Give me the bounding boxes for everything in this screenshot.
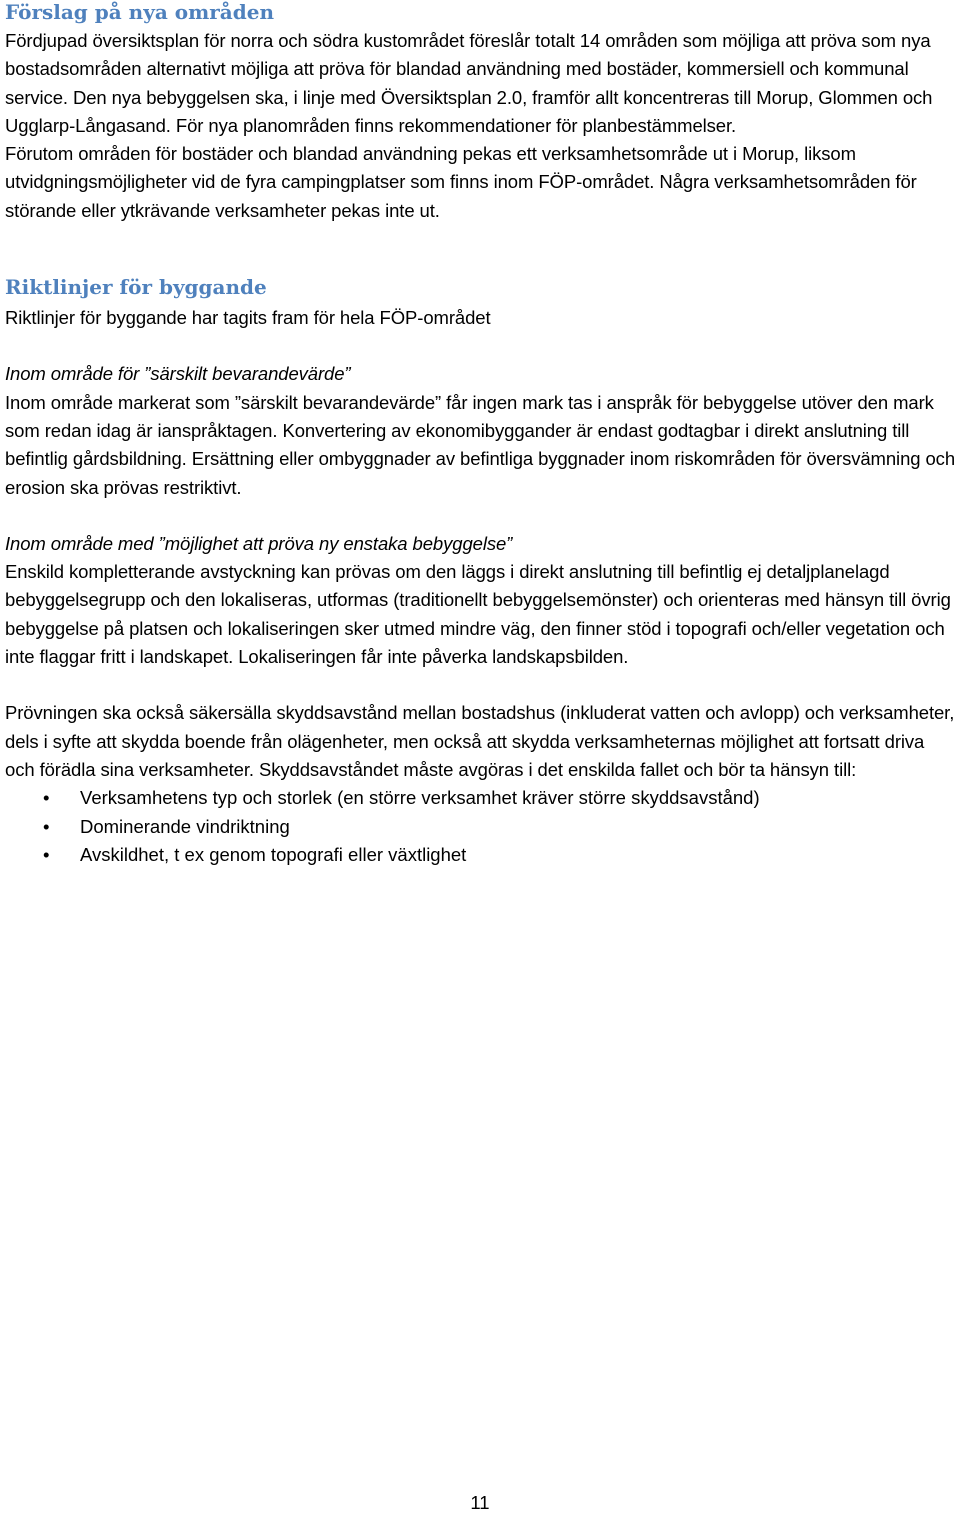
list-item-text: Dominerande vindriktning <box>80 815 290 837</box>
list-item <box>5 813 955 841</box>
subheading-bevarandevarde: Inom område för ”särskilt bevarandevärde” <box>5 363 351 385</box>
list-item-text: Verksamhetens typ och storlek (en större verksamhet kräver större skyddsavstånd) <box>80 787 760 809</box>
document-page <box>5 0 955 869</box>
list-item-text: Avskildhet, t ex genom topografi eller växtlighet <box>80 843 467 865</box>
paragraph-forslag-2: Förutom områden för bostäder och blandad användning pekas ett verksamhetsområde ut i Morup, liksom utvidgningsmöjligheter vid de fyra campingplatser som finns inom FÖP-området. Några verksamhetsområden för störande eller ytkrävande verksamheter pekas inte ut. <box>5 143 917 221</box>
paragraph-riktlinjer-intro: Riktlinjer för byggande har tagits fram för hela FÖP-området <box>5 307 491 329</box>
bullet-list <box>5 784 955 869</box>
list-item <box>5 841 955 869</box>
bullet-icon: • <box>43 815 50 837</box>
paragraph-forslag-1: Fördjupad översiktsplan för norra och södra kustområdet föreslår totalt 14 områden som möjliga att pröva som nya bostadsområden alternativt möjliga att pröva för blandad användning med bostäder, kommersiell och kommunal service. Den nya bebyggelsen ska, i linje med Översiktsplan 2.0, framför allt koncentreras till Morup, Glommen och Ugglarp-Långasand. För nya planområden finns rekommendationer för planbestämmelser. <box>5 30 933 136</box>
subheading-enstaka-bebyggelse: Inom område med ”möjlighet att pröva ny enstaka bebyggelse” <box>5 532 513 554</box>
paragraph-enstaka-bebyggelse: Enskild kompletterande avstyckning kan prövas om den läggs i direkt anslutning till befintlig ej detaljplanelagd bebyggelsegrupp och den lokaliseras, utformas (traditionellt bebyggelsemönster) och orienteras med hänsyn till övrig bebyggelse på platsen och lokaliseringen sker utmed mindre väg, den finner stöd i topografi och/eller vegetation och inte flaggar fritt i landskapet. Lokaliseringen får inte påverka landskapsbilden. <box>5 561 951 668</box>
page-number: 11 <box>470 1492 490 1513</box>
bullet-icon: • <box>43 843 50 865</box>
section-heading-forslag: Förslag på nya områden <box>5 0 274 24</box>
bullet-icon: • <box>43 787 50 809</box>
section-heading-riktlinjer: Riktlinjer för byggande <box>5 275 267 300</box>
list-item <box>5 784 955 812</box>
paragraph-bevarandevarde: Inom område markerat som ”särskilt bevarandevärde” får ingen mark tas i anspråk för bebyggelse utöver den mark som redan idag är ianspråktagen. Konvertering av ekonomibyggander är endast godtagbar i direkt anslutning till befintlig gårdsbildning. Ersättning eller ombyggnader av befintliga byggnader inom riskområden för översvämning och erosion ska prövas restriktivt. <box>5 391 956 498</box>
paragraph-skyddsavstand: Prövningen ska också säkersälla skyddsavstånd mellan bostadshus (inkluderat vatten och avlopp) och verksamheter, dels i syfte att skydda boende från olägenheter, men också att skydda verksamheternas möjlighet att fortsatt driva och förädla sina verksamheter. Skyddsavståndet måste avgöras i det enskilda fallet och bör ta hänsyn till: <box>5 702 955 780</box>
